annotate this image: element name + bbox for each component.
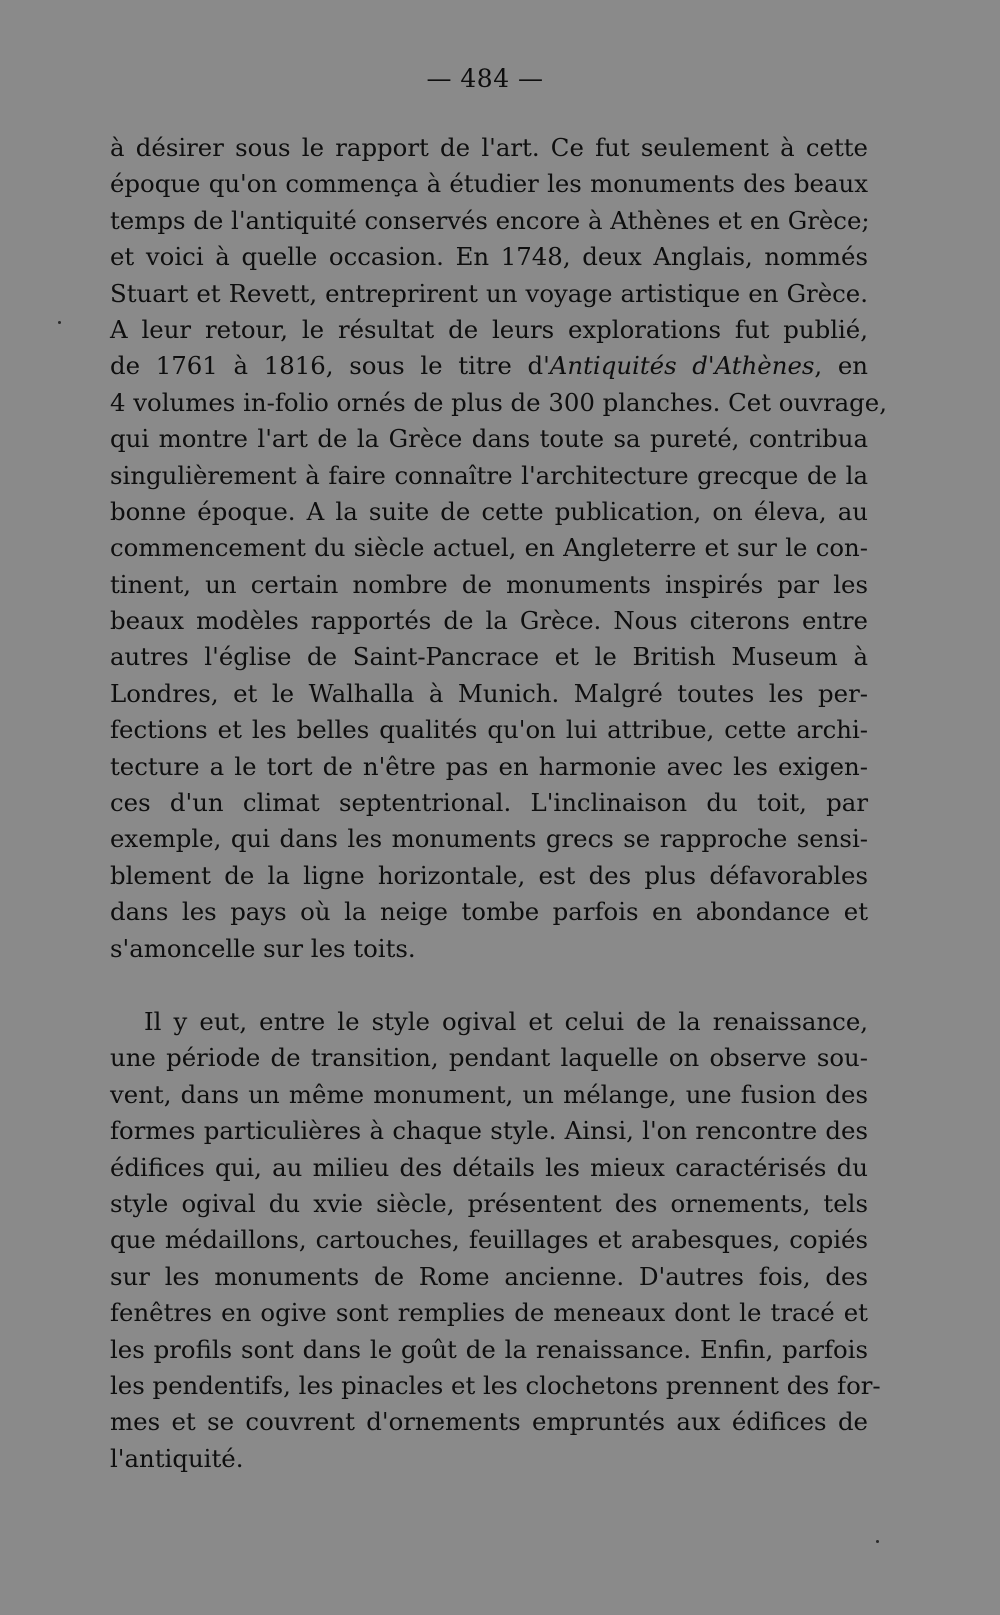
text-line: blement de la ligne horizontale, est des plus défavorables: [110, 860, 868, 890]
text-line: Il y eut, entre le style ogival et celui de la renaissance,: [144, 1007, 868, 1036]
text-line: exemple, qui dans les monuments grecs se rapproche sensi-: [110, 824, 868, 854]
text-line: s'amoncelle sur les toits.: [110, 933, 416, 963]
text-line: sur les monuments de Rome ancienne. D'autres fois, des: [110, 1261, 868, 1291]
text-line: qui montre l'art de la Grèce dans toute sa pureté, contribua: [110, 424, 868, 454]
text-line: édifices qui, au milieu des détails les mieux caractérisés du: [110, 1152, 868, 1182]
text-line: l'antiquité.: [110, 1443, 244, 1473]
text-line: époque qu'on commença à étudier les monuments des beaux: [110, 169, 868, 199]
text-line: Londres, et le Walhalla à Munich. Malgré toutes les per-: [110, 678, 868, 708]
text-line: singulièrement à faire connaître l'architecture grecque de la: [110, 460, 868, 490]
text-line: les profils sont dans le goût de la renaissance. Enfin, parfois: [110, 1334, 868, 1364]
text-line: dans les pays où la neige tombe parfois en abondance et: [110, 897, 868, 927]
text-line: fections et les belles qualités qu'on lui attribue, cette archi-: [110, 715, 868, 745]
book-title-italic: Antiquités d'Athènes: [549, 351, 815, 381]
paragraph-1: [110, 130, 887, 967]
text-line: et voici à quelle occasion. En 1748, deux Anglais, nommés: [110, 242, 868, 272]
text-line: fenêtres en ogive sont remplies de meneaux dont le tracé et: [110, 1298, 868, 1328]
text-line: les pendentifs, les pinacles et les clochetons prennent des for-: [110, 1370, 881, 1400]
text-line: 4 volumes in-folio ornés de plus de 300 planches. Cet ouvrage,: [110, 387, 887, 417]
text-line: une période de transition, pendant laquelle on observe sou-: [110, 1043, 868, 1073]
margin-speck: [58, 321, 61, 324]
text-line: temps de l'antiquité conservés encore à Athènes et en Grèce;: [110, 205, 870, 235]
text-segment: de 1761 à 1816, sous le titre d': [110, 351, 550, 381]
text-line: que médaillons, cartouches, feuillages et arabesques, copiés: [110, 1225, 868, 1255]
text-line: tinent, un certain nombre de monuments inspirés par les: [110, 569, 868, 599]
text-line: à désirer sous le rapport de l'art. Ce fut seulement à cette: [110, 133, 868, 162]
text-line: Stuart et Revett, entreprirent un voyage artistique en Grèce.: [110, 278, 868, 308]
text-line: bonne époque. A la suite de cette publication, on éleva, au: [110, 496, 868, 526]
text-line: beaux modèles rapportés de la Grèce. Nous citerons entre: [110, 606, 868, 636]
text-line: vent, dans un même monument, un mélange, une fusion des: [110, 1079, 868, 1109]
text-line: tecture a le tort de n'être pas en harmonie avec les exigen-: [110, 751, 868, 781]
margin-speck: [876, 1540, 879, 1543]
text-line: A leur retour, le résultat de leurs explorations fut publié,: [110, 314, 868, 344]
text-line: formes particulières à chaque style. Ainsi, l'on rencontre des: [110, 1116, 868, 1146]
text-line: autres l'église de Saint-Pancrace et le British Museum à: [110, 642, 868, 672]
text-segment: , en: [814, 351, 868, 381]
paragraph-2: [110, 1004, 881, 1477]
page-number: — 484 —: [426, 64, 544, 93]
text-line: style ogival du xvie siècle, présentent des ornements, tels: [110, 1188, 868, 1218]
text-line: mes et se couvrent d'ornements empruntés aux édifices de: [110, 1407, 868, 1437]
text-line: commencement du siècle actuel, en Angleterre et sur le con-: [110, 533, 868, 563]
text-line: [110, 348, 868, 384]
text-line: ces d'un climat septentrional. L'inclinaison du toit, par: [110, 788, 868, 818]
